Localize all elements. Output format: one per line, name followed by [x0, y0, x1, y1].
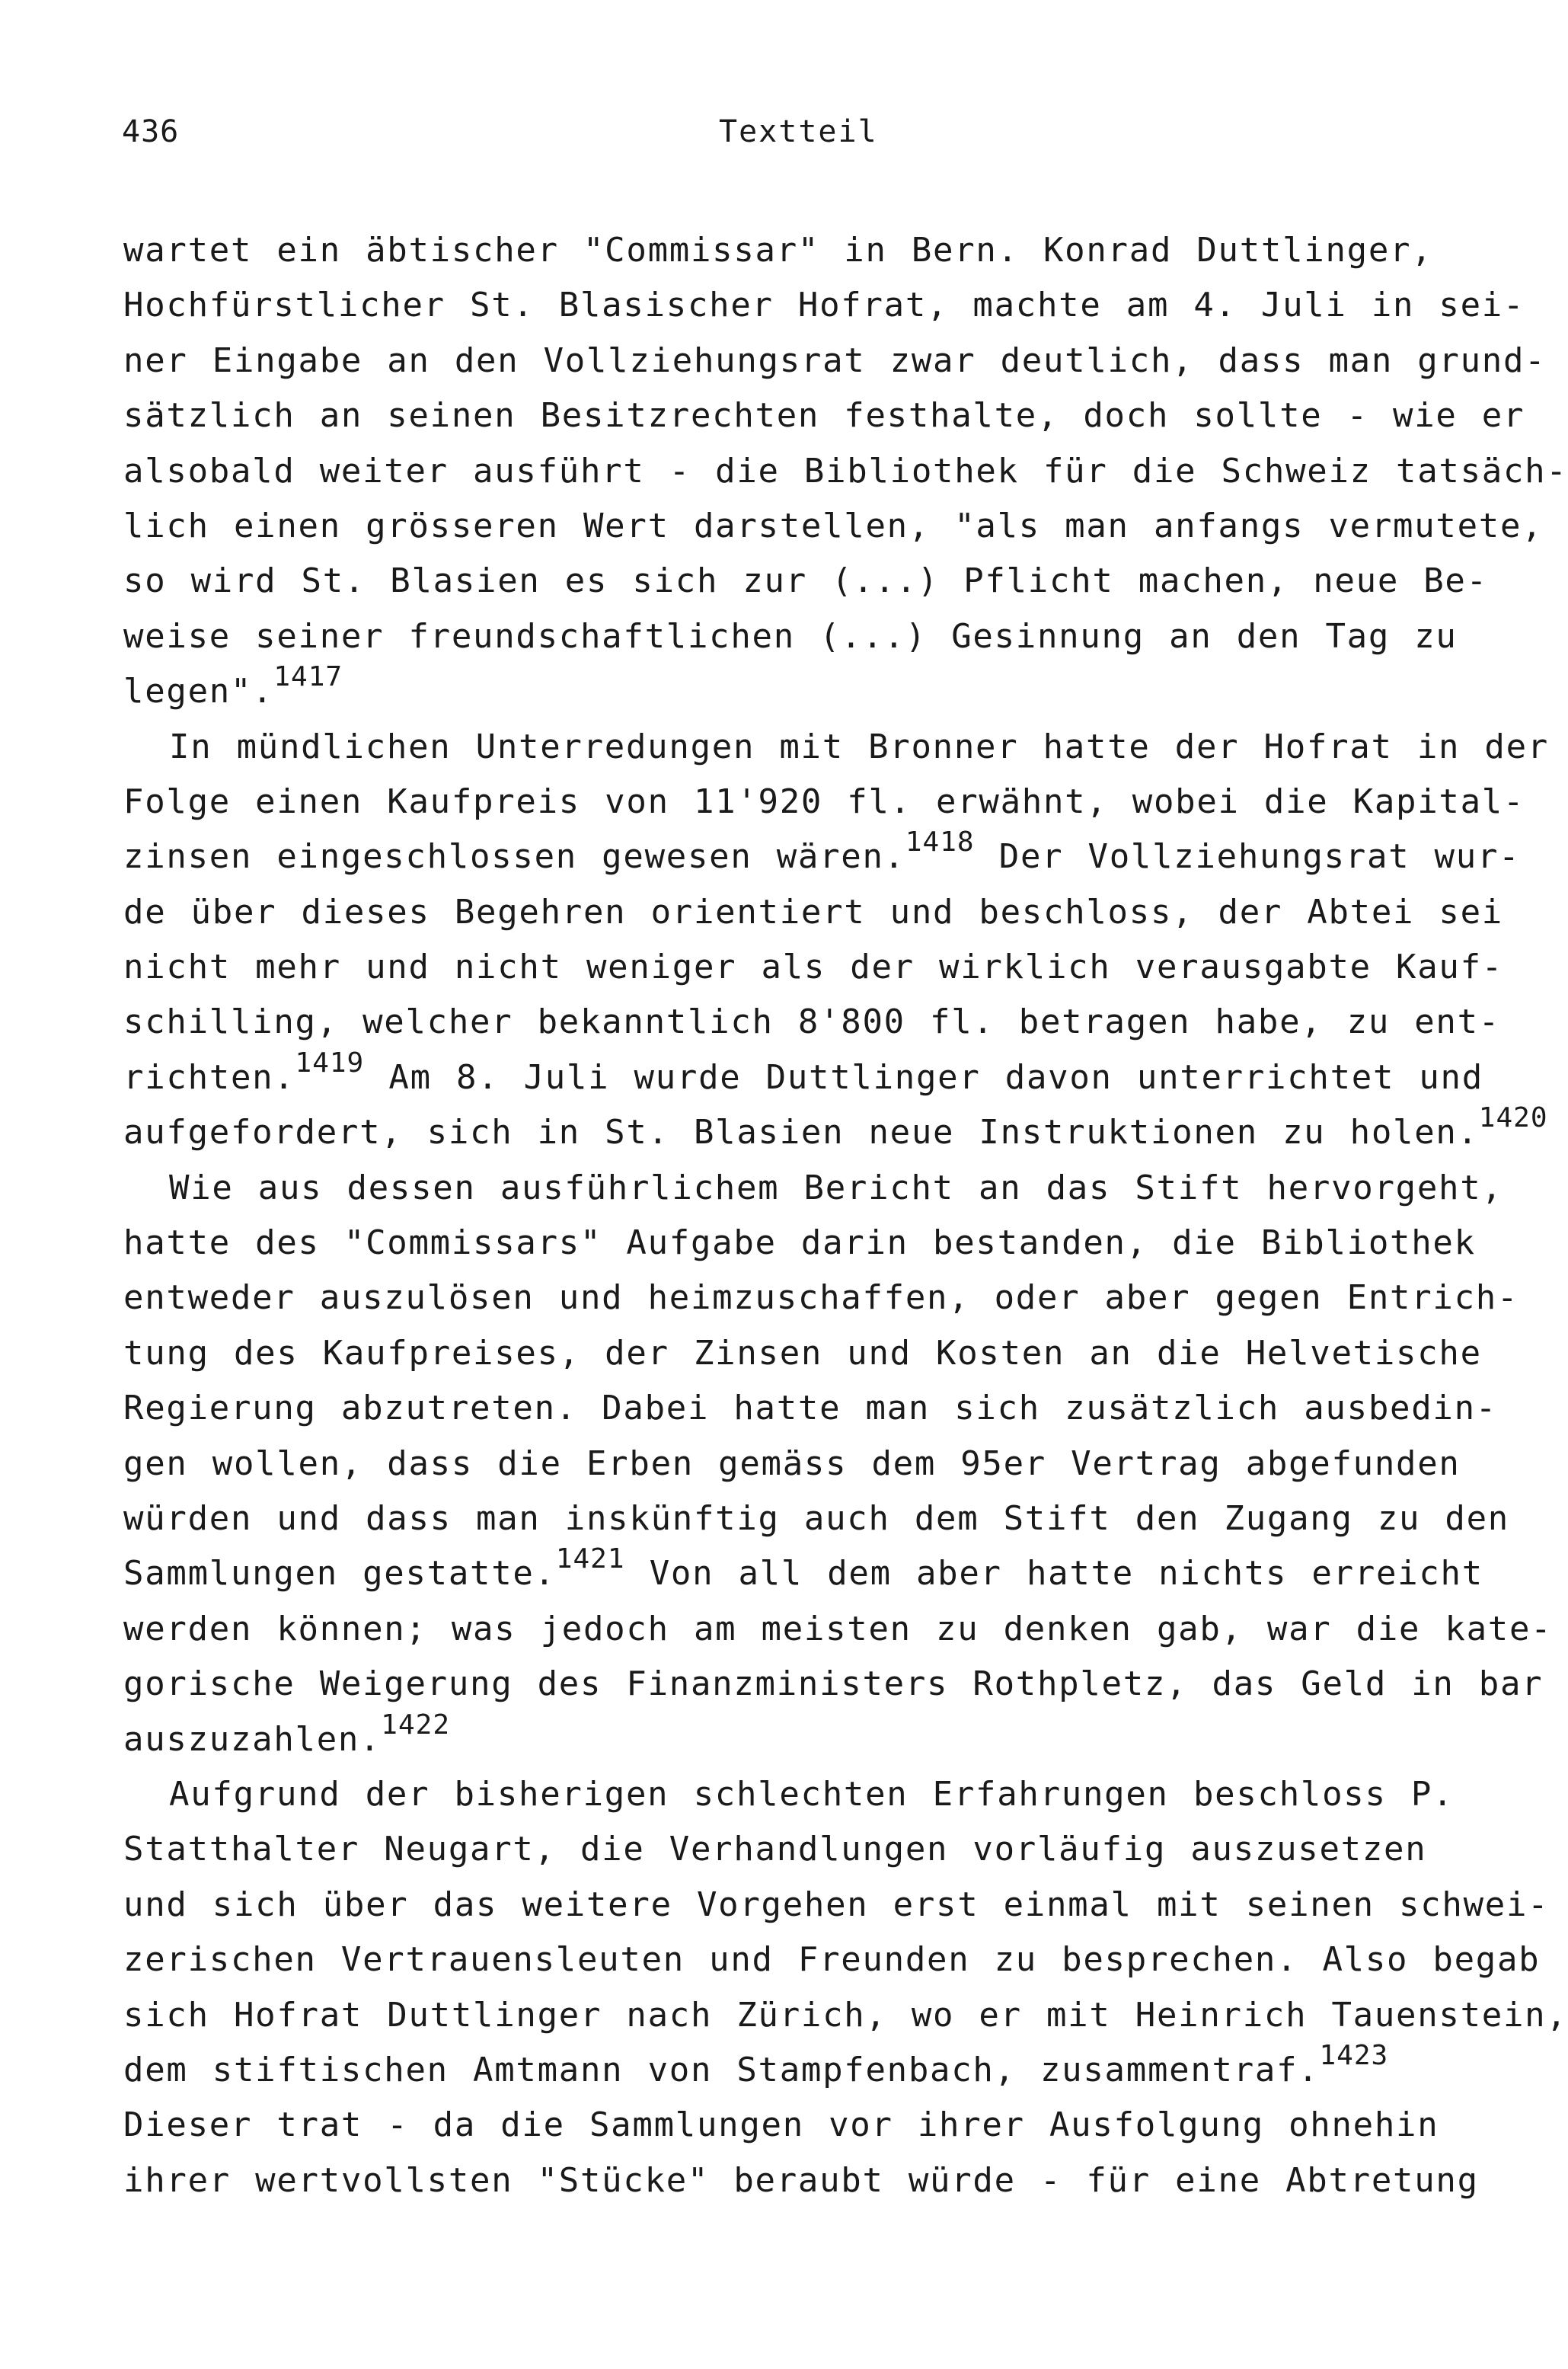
text-line: [123, 1047, 1502, 1105]
line-text: werden können; was jedoch am meisten zu denken gab, war die kate-: [123, 1609, 1553, 1648]
text-line: [123, 1216, 1502, 1271]
text-line: [123, 1381, 1502, 1436]
text-line: [123, 1271, 1519, 1325]
line-text: weise seiner freundschaftlichen (...) Gesinnung an den Tag zu: [123, 616, 1458, 656]
line-text: Aufgrund der bisherigen schlechten Erfahrungen beschloss P.: [169, 1774, 1455, 1814]
text-line: [123, 278, 1525, 333]
line-text: nicht mehr und nicht weniger als der wirklich verausgabte Kauf-: [123, 948, 1503, 987]
line-text: sich Hofrat Duttlinger nach Zürich, wo er mit Heinrich Tauenstein,: [123, 1995, 1568, 2035]
line-text: In mündlichen Unterredungen mit Bronner hatte der Hofrat in der: [169, 727, 1549, 766]
text-line: [123, 499, 1544, 554]
line-text-continued: Am 8. Juli wurde Duttlinger davon unterrichtet und: [364, 1057, 1483, 1097]
text-line: [123, 826, 1521, 884]
footnote-marker: 1421: [555, 1543, 625, 1575]
text-line: [123, 444, 1568, 499]
text-line: [123, 1326, 1502, 1381]
line-text: schilling, welcher bekanntlich 8'800 fl. betragen habe, zu ent-: [123, 1002, 1500, 1042]
text-line: [123, 2039, 1502, 2098]
line-text: de über dieses Begehren orientiert und beschloss, der Abtei sei: [123, 892, 1503, 932]
footnote-marker: 1418: [905, 826, 975, 858]
text-line: [123, 1491, 1509, 1546]
line-text-continued: Der Vollziehungsrat wur-: [974, 837, 1521, 877]
text-line: [123, 1767, 1502, 1822]
text-line: [123, 775, 1525, 830]
line-text: gorische Weigerung des Finanzministers Rothpletz, das Geld in bar: [123, 1664, 1544, 1704]
line-text: ihrer wertvollsten "Stücke" beraubt würde - für eine Abtretung: [123, 2160, 1479, 2200]
line-text: auszuzahlen.: [123, 1719, 382, 1759]
text-line: [123, 1933, 1541, 1987]
line-text: dem stiftischen Amtmann von Stampfenbach, zusammentraf.: [123, 2050, 1320, 2089]
text-line: [123, 554, 1502, 609]
line-text: zerischen Vertrauensleuten und Freunden zu besprechen. Also begab: [123, 1940, 1541, 1980]
text-line: [123, 1543, 1502, 1601]
footnote-marker: 1423: [1319, 2039, 1389, 2071]
line-text: Folge einen Kaufpreis von 11'920 fl. erwähnt, wobei die Kapital-: [123, 782, 1525, 821]
footnote-marker: 1422: [381, 1709, 450, 1741]
line-text-continued: Von all dem aber hatte nichts erreicht: [624, 1554, 1483, 1594]
text-line: [123, 609, 1502, 664]
text-line: [123, 885, 1502, 940]
text-line: [123, 2098, 1502, 2153]
line-text: Hochfürstlicher St. Blasischer Hofrat, machte am 4. Juli in sei-: [123, 286, 1525, 325]
text-line: [123, 223, 1502, 278]
footnote-marker: 1417: [273, 661, 343, 693]
line-text: alsobald weiter ausführt - die Bibliothek für die Schweiz tatsäch-: [123, 451, 1568, 491]
line-text: wartet ein äbtischer "Commissar" in Bern. Konrad Duttlinger,: [123, 231, 1433, 270]
line-text: Regierung abzutreten. Dabei hatte man sich zusätzlich ausbedin-: [123, 1389, 1497, 1428]
line-text: sätzlich an seinen Besitzrechten festhalte, doch sollte - wie er: [123, 396, 1525, 436]
text-line: [123, 334, 1547, 388]
text-line: [123, 388, 1525, 443]
text-line: [123, 1709, 1502, 1767]
footnote-marker: 1420: [1478, 1102, 1548, 1134]
line-text: Wie aus dessen ausführlichem Bericht an das Stift hervorgeht,: [169, 1168, 1503, 1207]
line-text: entweder auszulösen und heimzuschaffen, oder aber gegen Entrich-: [123, 1278, 1519, 1318]
text-line: [123, 2153, 1502, 2208]
text-line: [123, 1988, 1568, 2043]
body-text: [123, 223, 1568, 2208]
line-text: und sich über das weitere Vorgehen erst einmal mit seinen schwei-: [123, 1885, 1550, 1924]
line-text: hatte des "Commissars" Aufgabe darin bestanden, die Bibliothek: [123, 1223, 1476, 1263]
line-text: gen wollen, dass die Erben gemäss dem 95er Vertrag abgefunden: [123, 1443, 1461, 1483]
page-number: 436: [122, 114, 180, 149]
line-text: so wird St. Blasien es sich zur (...) Pflicht machen, neue Be-: [123, 561, 1488, 601]
text-line: [123, 1822, 1502, 1877]
line-text: Sammlungen gestatte.: [123, 1554, 556, 1594]
text-line: [123, 661, 1502, 719]
line-text: lich einen grösseren Wert darstellen, "als man anfangs vermutete,: [123, 506, 1544, 545]
line-text: richten.: [123, 1057, 295, 1097]
text-line: [123, 1161, 1502, 1216]
footnote-marker: 1419: [295, 1047, 365, 1079]
line-text: Statthalter Neugart, die Verhandlungen vorläufig auszusetzen: [123, 1830, 1427, 1869]
text-line: [123, 1102, 1548, 1160]
line-text: würden und dass man inskünftig auch dem Stift den Zugang zu den: [123, 1498, 1509, 1538]
text-line: [123, 995, 1502, 1050]
line-text: Dieser trat - da die Sammlungen vor ihrer Ausfolgung ohnehin: [123, 2105, 1439, 2145]
text-line: [123, 1657, 1544, 1712]
text-line: [123, 1437, 1502, 1491]
line-text: aufgefordert, sich in St. Blasien neue Instruktionen zu holen.: [123, 1113, 1479, 1153]
text-line: [123, 940, 1502, 995]
line-text: ner Eingabe an den Vollziehungsrat zwar deutlich, dass man grund-: [123, 340, 1547, 380]
text-line: [123, 1602, 1553, 1657]
line-text: zinsen eingeschlossen gewesen wären.: [123, 837, 905, 877]
line-text: tung des Kaufpreises, der Zinsen und Kosten an die Helvetische: [123, 1333, 1482, 1373]
text-line: [123, 1878, 1550, 1933]
line-text: legen".: [123, 672, 274, 711]
running-head: Textteil: [719, 114, 878, 149]
text-line: [123, 720, 1549, 775]
